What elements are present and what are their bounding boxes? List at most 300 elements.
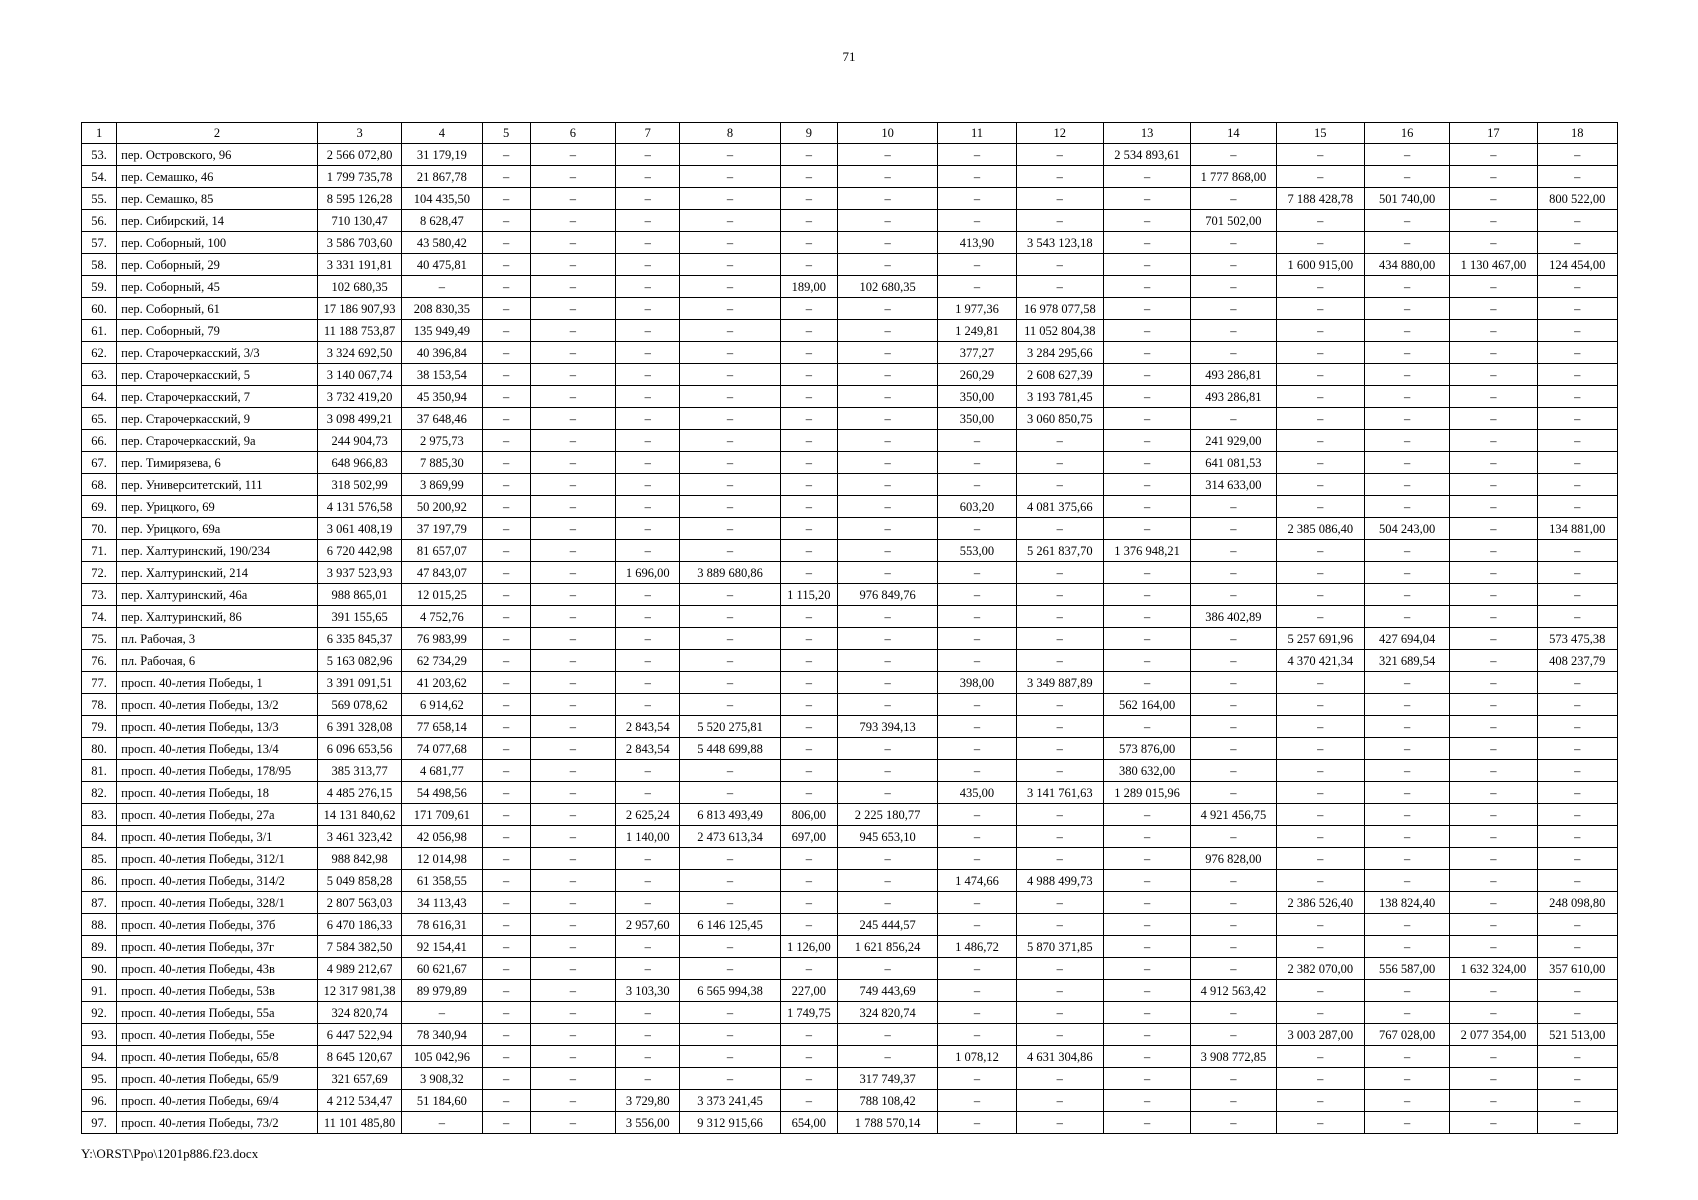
- value-cell: –: [530, 144, 615, 166]
- value-cell: 324 820,74: [837, 1002, 937, 1024]
- address-cell: просп. 40-летия Победы, 73/2: [117, 1112, 318, 1134]
- value-cell: –: [482, 298, 530, 320]
- value-cell: 4 131 576,58: [317, 496, 401, 518]
- value-cell: –: [1103, 562, 1190, 584]
- value-cell: –: [938, 562, 1016, 584]
- value-cell: –: [1103, 166, 1190, 188]
- row-number-cell: 96.: [82, 1090, 117, 1112]
- value-cell: –: [530, 188, 615, 210]
- value-cell: –: [837, 958, 937, 980]
- value-cell: –: [837, 452, 937, 474]
- value-cell: –: [1537, 408, 1617, 430]
- value-cell: –: [1364, 782, 1449, 804]
- table-row: [82, 584, 1618, 606]
- value-cell: 6 720 442,98: [317, 540, 401, 562]
- value-cell: 988 865,01: [317, 584, 401, 606]
- value-cell: 314 633,00: [1191, 474, 1276, 496]
- value-cell: –: [938, 760, 1016, 782]
- value-cell: –: [1537, 760, 1617, 782]
- value-cell: –: [1016, 826, 1103, 848]
- value-cell: 5 870 371,85: [1016, 936, 1103, 958]
- value-cell: –: [680, 1046, 780, 1068]
- value-cell: –: [1364, 430, 1449, 452]
- value-cell: –: [780, 430, 837, 452]
- value-cell: –: [616, 232, 680, 254]
- value-cell: –: [837, 650, 937, 672]
- row-number-cell: 57.: [82, 232, 117, 254]
- value-cell: –: [938, 738, 1016, 760]
- value-cell: 3 937 523,93: [317, 562, 401, 584]
- value-cell: 569 078,62: [317, 694, 401, 716]
- value-cell: –: [1364, 914, 1449, 936]
- value-cell: –: [1537, 320, 1617, 342]
- address-cell: пер. Университетский, 111: [117, 474, 318, 496]
- value-cell: 3 391 091,51: [317, 672, 401, 694]
- value-cell: –: [837, 364, 937, 386]
- value-cell: 321 689,54: [1364, 650, 1449, 672]
- row-number-cell: 68.: [82, 474, 117, 496]
- value-cell: 427 694,04: [1364, 628, 1449, 650]
- value-cell: 6 447 522,94: [317, 1024, 401, 1046]
- value-cell: –: [530, 980, 615, 1002]
- row-number-cell: 72.: [82, 562, 117, 584]
- address-cell: пер. Тимирязева, 6: [117, 452, 318, 474]
- value-cell: –: [616, 408, 680, 430]
- table-row: [82, 892, 1618, 914]
- table-row: [82, 958, 1618, 980]
- value-cell: 3 003 287,00: [1276, 1024, 1364, 1046]
- value-cell: 1 777 868,00: [1191, 166, 1276, 188]
- row-number-cell: 63.: [82, 364, 117, 386]
- value-cell: –: [1276, 1002, 1364, 1024]
- value-cell: –: [482, 1002, 530, 1024]
- row-number-cell: 64.: [82, 386, 117, 408]
- table-row: [82, 430, 1618, 452]
- value-cell: –: [938, 914, 1016, 936]
- value-cell: –: [680, 1002, 780, 1024]
- value-cell: 102 680,35: [837, 276, 937, 298]
- value-cell: –: [1364, 364, 1449, 386]
- value-cell: –: [837, 870, 937, 892]
- row-number-cell: 53.: [82, 144, 117, 166]
- value-cell: –: [1537, 386, 1617, 408]
- value-cell: 7 188 428,78: [1276, 188, 1364, 210]
- value-cell: 41 203,62: [402, 672, 482, 694]
- value-cell: –: [938, 188, 1016, 210]
- value-cell: –: [616, 958, 680, 980]
- row-number-cell: 59.: [82, 276, 117, 298]
- address-cell: просп. 40-летия Победы, 178/95: [117, 760, 318, 782]
- value-cell: 350,00: [938, 386, 1016, 408]
- value-cell: –: [938, 144, 1016, 166]
- value-cell: –: [1450, 430, 1537, 452]
- value-cell: –: [1016, 1068, 1103, 1090]
- value-cell: –: [1364, 584, 1449, 606]
- value-cell: –: [1450, 1002, 1537, 1024]
- column-header: 12: [1016, 123, 1103, 144]
- value-cell: 3 141 761,63: [1016, 782, 1103, 804]
- value-cell: –: [1191, 716, 1276, 738]
- value-cell: 138 824,40: [1364, 892, 1449, 914]
- value-cell: –: [616, 584, 680, 606]
- value-cell: –: [1191, 342, 1276, 364]
- value-cell: –: [1364, 298, 1449, 320]
- value-cell: 14 131 840,62: [317, 804, 401, 826]
- value-cell: 435,00: [938, 782, 1016, 804]
- value-cell: 6 470 186,33: [317, 914, 401, 936]
- value-cell: –: [680, 760, 780, 782]
- value-cell: –: [1103, 210, 1190, 232]
- table-row: [82, 518, 1618, 540]
- table-row: [82, 342, 1618, 364]
- value-cell: 34 113,43: [402, 892, 482, 914]
- value-cell: 31 179,19: [402, 144, 482, 166]
- value-cell: –: [938, 1068, 1016, 1090]
- address-cell: пер. Островского, 96: [117, 144, 318, 166]
- value-cell: –: [680, 408, 780, 430]
- column-header: 6: [530, 123, 615, 144]
- value-cell: –: [1103, 518, 1190, 540]
- value-cell: –: [680, 540, 780, 562]
- address-cell: пл. Рабочая, 6: [117, 650, 318, 672]
- value-cell: 62 734,29: [402, 650, 482, 672]
- value-cell: –: [780, 342, 837, 364]
- value-cell: –: [1191, 540, 1276, 562]
- value-cell: –: [1276, 320, 1364, 342]
- value-cell: –: [616, 1024, 680, 1046]
- value-cell: 208 830,35: [402, 298, 482, 320]
- header-row: [82, 123, 1618, 144]
- value-cell: –: [1016, 144, 1103, 166]
- value-cell: 377,27: [938, 342, 1016, 364]
- value-cell: –: [1276, 914, 1364, 936]
- value-cell: –: [1450, 276, 1537, 298]
- value-cell: –: [1276, 716, 1364, 738]
- value-cell: –: [1537, 936, 1617, 958]
- value-cell: –: [1450, 760, 1537, 782]
- value-cell: –: [1364, 694, 1449, 716]
- value-cell: –: [1016, 188, 1103, 210]
- value-cell: –: [1450, 408, 1537, 430]
- value-cell: 2 975,73: [402, 430, 482, 452]
- value-cell: –: [1450, 298, 1537, 320]
- table-row: [82, 188, 1618, 210]
- value-cell: –: [482, 210, 530, 232]
- value-cell: 50 200,92: [402, 496, 482, 518]
- value-cell: –: [530, 518, 615, 540]
- value-cell: –: [1450, 518, 1537, 540]
- value-cell: 3 349 887,89: [1016, 672, 1103, 694]
- value-cell: –: [616, 672, 680, 694]
- value-cell: –: [616, 1002, 680, 1024]
- value-cell: –: [1016, 276, 1103, 298]
- value-cell: –: [482, 232, 530, 254]
- value-cell: 43 580,42: [402, 232, 482, 254]
- row-number-cell: 91.: [82, 980, 117, 1002]
- value-cell: –: [530, 760, 615, 782]
- value-cell: –: [530, 474, 615, 496]
- value-cell: –: [1537, 474, 1617, 496]
- value-cell: 385 313,77: [317, 760, 401, 782]
- value-cell: –: [1364, 1112, 1449, 1134]
- value-cell: –: [1450, 562, 1537, 584]
- value-cell: –: [837, 320, 937, 342]
- value-cell: –: [530, 452, 615, 474]
- value-cell: –: [837, 166, 937, 188]
- value-cell: –: [938, 166, 1016, 188]
- value-cell: –: [1016, 914, 1103, 936]
- value-cell: –: [938, 628, 1016, 650]
- value-cell: –: [1191, 760, 1276, 782]
- value-cell: –: [482, 1090, 530, 1112]
- value-cell: 3 373 241,45: [680, 1090, 780, 1112]
- value-cell: –: [1103, 980, 1190, 1002]
- value-cell: 398,00: [938, 672, 1016, 694]
- column-header: 2: [117, 123, 318, 144]
- value-cell: –: [780, 386, 837, 408]
- address-cell: пер. Урицкого, 69: [117, 496, 318, 518]
- value-cell: –: [1191, 694, 1276, 716]
- value-cell: 248 098,80: [1537, 892, 1617, 914]
- value-cell: –: [482, 144, 530, 166]
- value-cell: 4 370 421,34: [1276, 650, 1364, 672]
- value-cell: –: [1450, 716, 1537, 738]
- value-cell: –: [1191, 298, 1276, 320]
- value-cell: –: [482, 650, 530, 672]
- value-cell: –: [1364, 276, 1449, 298]
- value-cell: –: [616, 848, 680, 870]
- value-cell: 3 889 680,86: [680, 562, 780, 584]
- value-cell: –: [1103, 628, 1190, 650]
- address-cell: просп. 40-летия Победы, 13/2: [117, 694, 318, 716]
- value-cell: –: [837, 782, 937, 804]
- value-cell: –: [482, 628, 530, 650]
- value-cell: –: [938, 694, 1016, 716]
- value-cell: –: [530, 276, 615, 298]
- value-cell: –: [482, 518, 530, 540]
- address-cell: просп. 40-летия Победы, 27а: [117, 804, 318, 826]
- value-cell: –: [780, 848, 837, 870]
- value-cell: –: [616, 694, 680, 716]
- value-cell: –: [1103, 870, 1190, 892]
- value-cell: –: [1103, 1112, 1190, 1134]
- value-cell: –: [1450, 1090, 1537, 1112]
- value-cell: –: [1191, 562, 1276, 584]
- value-cell: –: [1537, 562, 1617, 584]
- address-cell: просп. 40-летия Победы, 18: [117, 782, 318, 804]
- value-cell: –: [1191, 672, 1276, 694]
- value-cell: 3 586 703,60: [317, 232, 401, 254]
- value-cell: –: [1364, 980, 1449, 1002]
- value-cell: 800 522,00: [1537, 188, 1617, 210]
- value-cell: –: [482, 738, 530, 760]
- value-cell: –: [530, 650, 615, 672]
- row-number-cell: 89.: [82, 936, 117, 958]
- value-cell: 135 949,49: [402, 320, 482, 342]
- value-cell: 4 989 212,67: [317, 958, 401, 980]
- value-cell: 16 978 077,58: [1016, 298, 1103, 320]
- value-cell: –: [616, 540, 680, 562]
- value-cell: –: [1450, 804, 1537, 826]
- value-cell: –: [680, 452, 780, 474]
- value-cell: –: [482, 1046, 530, 1068]
- column-header: 13: [1103, 123, 1190, 144]
- table-row: [82, 386, 1618, 408]
- value-cell: –: [1016, 1090, 1103, 1112]
- value-cell: –: [482, 408, 530, 430]
- value-cell: –: [780, 1024, 837, 1046]
- value-cell: –: [1450, 694, 1537, 716]
- value-cell: –: [1450, 452, 1537, 474]
- value-cell: –: [1016, 892, 1103, 914]
- value-cell: –: [1191, 232, 1276, 254]
- value-cell: 434 880,00: [1364, 254, 1449, 276]
- value-cell: –: [402, 1002, 482, 1024]
- value-cell: –: [1276, 144, 1364, 166]
- address-cell: пер. Соборный, 61: [117, 298, 318, 320]
- value-cell: 37 648,46: [402, 408, 482, 430]
- value-cell: –: [938, 716, 1016, 738]
- address-cell: просп. 40-летия Победы, 37б: [117, 914, 318, 936]
- value-cell: –: [938, 452, 1016, 474]
- value-cell: –: [1537, 210, 1617, 232]
- value-cell: 11 101 485,80: [317, 1112, 401, 1134]
- value-cell: –: [780, 320, 837, 342]
- value-cell: –: [530, 914, 615, 936]
- value-cell: –: [616, 320, 680, 342]
- address-cell: пл. Рабочая, 3: [117, 628, 318, 650]
- table-row: [82, 562, 1618, 584]
- value-cell: –: [1103, 650, 1190, 672]
- value-cell: –: [1364, 386, 1449, 408]
- value-cell: –: [530, 870, 615, 892]
- value-cell: –: [1103, 936, 1190, 958]
- value-cell: –: [938, 276, 1016, 298]
- value-cell: –: [837, 1024, 937, 1046]
- value-cell: 976 849,76: [837, 584, 937, 606]
- value-cell: –: [482, 716, 530, 738]
- value-cell: –: [1364, 804, 1449, 826]
- value-cell: –: [482, 430, 530, 452]
- value-cell: 350,00: [938, 408, 1016, 430]
- value-cell: –: [938, 826, 1016, 848]
- value-cell: –: [780, 672, 837, 694]
- value-cell: –: [1450, 738, 1537, 760]
- value-cell: –: [1364, 738, 1449, 760]
- value-cell: 2 382 070,00: [1276, 958, 1364, 980]
- value-cell: –: [530, 672, 615, 694]
- value-cell: –: [680, 276, 780, 298]
- value-cell: –: [938, 848, 1016, 870]
- value-cell: –: [482, 804, 530, 826]
- value-cell: –: [680, 584, 780, 606]
- table-row: [82, 694, 1618, 716]
- address-cell: пер. Урицкого, 69а: [117, 518, 318, 540]
- value-cell: 5 448 699,88: [680, 738, 780, 760]
- value-cell: –: [1103, 1090, 1190, 1112]
- value-cell: 1 788 570,14: [837, 1112, 937, 1134]
- value-cell: –: [780, 958, 837, 980]
- table-row: [82, 408, 1618, 430]
- value-cell: 3 869,99: [402, 474, 482, 496]
- value-cell: 493 286,81: [1191, 386, 1276, 408]
- value-cell: 1 130 467,00: [1450, 254, 1537, 276]
- value-cell: –: [938, 892, 1016, 914]
- value-cell: –: [1450, 496, 1537, 518]
- address-cell: пер. Халтуринский, 214: [117, 562, 318, 584]
- value-cell: –: [530, 782, 615, 804]
- address-cell: просп. 40-летия Победы, 65/8: [117, 1046, 318, 1068]
- value-cell: –: [1537, 364, 1617, 386]
- value-cell: 1 600 915,00: [1276, 254, 1364, 276]
- value-cell: –: [530, 584, 615, 606]
- value-cell: –: [837, 562, 937, 584]
- column-header: 17: [1450, 123, 1537, 144]
- value-cell: 501 740,00: [1364, 188, 1449, 210]
- value-cell: 74 077,68: [402, 738, 482, 760]
- value-cell: –: [680, 320, 780, 342]
- row-number-cell: 82.: [82, 782, 117, 804]
- row-number-cell: 97.: [82, 1112, 117, 1134]
- value-cell: –: [1191, 1068, 1276, 1090]
- value-cell: 37 197,79: [402, 518, 482, 540]
- value-cell: –: [1450, 1112, 1537, 1134]
- value-cell: –: [837, 254, 937, 276]
- value-cell: –: [680, 342, 780, 364]
- value-cell: 12 015,25: [402, 584, 482, 606]
- value-cell: 6 335 845,37: [317, 628, 401, 650]
- value-cell: –: [530, 254, 615, 276]
- value-cell: –: [530, 1090, 615, 1112]
- value-cell: –: [482, 342, 530, 364]
- row-number-cell: 92.: [82, 1002, 117, 1024]
- value-cell: –: [1450, 628, 1537, 650]
- value-cell: –: [938, 1090, 1016, 1112]
- address-cell: пер. Старочеркасский, 3/3: [117, 342, 318, 364]
- value-cell: –: [1276, 540, 1364, 562]
- value-cell: –: [482, 166, 530, 188]
- address-cell: пер. Соборный, 45: [117, 276, 318, 298]
- value-cell: 6 391 328,08: [317, 716, 401, 738]
- value-cell: –: [837, 760, 937, 782]
- table-row: [82, 738, 1618, 760]
- value-cell: 6 096 653,56: [317, 738, 401, 760]
- value-cell: –: [1103, 320, 1190, 342]
- value-cell: 4 081 375,66: [1016, 496, 1103, 518]
- row-number-cell: 80.: [82, 738, 117, 760]
- value-cell: –: [1276, 408, 1364, 430]
- address-cell: просп. 40-летия Победы, 65/9: [117, 1068, 318, 1090]
- value-cell: 4 912 563,42: [1191, 980, 1276, 1002]
- value-cell: –: [1103, 1024, 1190, 1046]
- value-cell: –: [1537, 1090, 1617, 1112]
- address-cell: просп. 40-летия Победы, 55е: [117, 1024, 318, 1046]
- table-row: [82, 914, 1618, 936]
- address-cell: просп. 40-летия Победы, 314/2: [117, 870, 318, 892]
- column-header: 15: [1276, 123, 1364, 144]
- value-cell: –: [680, 1024, 780, 1046]
- value-cell: –: [1364, 342, 1449, 364]
- value-cell: –: [530, 166, 615, 188]
- value-cell: –: [1276, 606, 1364, 628]
- address-cell: просп. 40-летия Победы, 3/1: [117, 826, 318, 848]
- value-cell: 4 681,77: [402, 760, 482, 782]
- value-cell: –: [1450, 650, 1537, 672]
- value-cell: –: [616, 144, 680, 166]
- value-cell: –: [1450, 364, 1537, 386]
- value-cell: –: [1103, 342, 1190, 364]
- value-cell: –: [616, 210, 680, 232]
